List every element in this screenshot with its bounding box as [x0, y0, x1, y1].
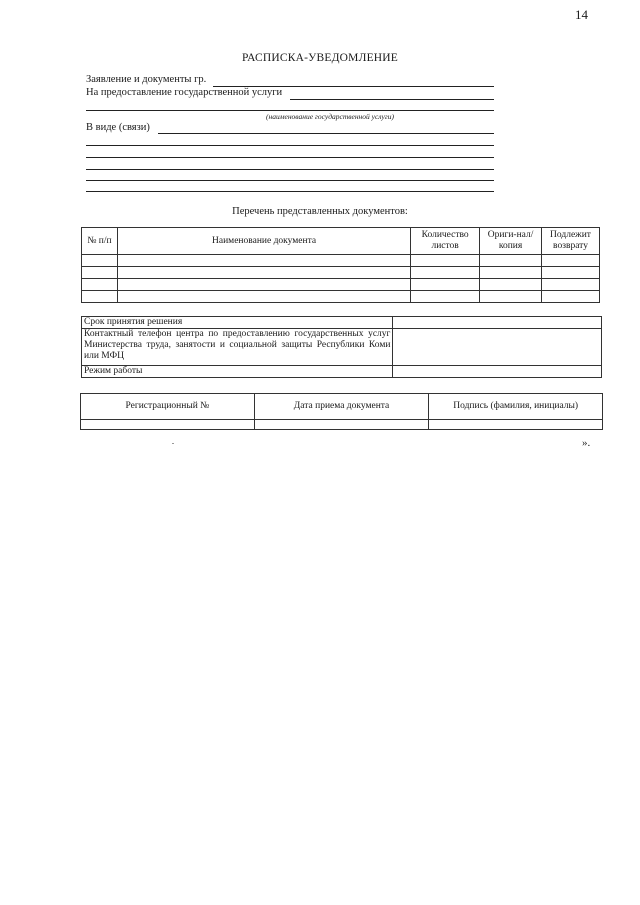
table-cell[interactable]	[82, 291, 118, 303]
work-schedule-value[interactable]	[393, 366, 602, 378]
table-row	[82, 291, 600, 303]
table-cell[interactable]	[542, 291, 600, 303]
table-row	[82, 267, 600, 279]
work-schedule-label: Режим работы	[82, 366, 393, 378]
table-cell[interactable]	[542, 255, 600, 267]
blank-line-4[interactable]	[86, 180, 494, 181]
blank-line-2[interactable]	[86, 157, 494, 158]
table-cell[interactable]	[480, 291, 542, 303]
table-row	[82, 255, 600, 267]
registration-table	[80, 393, 603, 430]
table-cell[interactable]	[411, 279, 480, 291]
table-cell[interactable]	[480, 279, 542, 291]
col-original-copy: Ориги-нал/копия	[480, 228, 542, 255]
registration-number-cell[interactable]	[81, 420, 255, 430]
col-number: № п/п	[82, 228, 118, 255]
contact-phone-value[interactable]	[393, 329, 602, 366]
table-cell[interactable]	[117, 267, 410, 279]
service-line[interactable]	[290, 99, 494, 100]
table-cell[interactable]	[542, 267, 600, 279]
signature-cell[interactable]	[429, 420, 603, 430]
page-number: 14	[575, 7, 588, 22]
service-caption: (наименование государственной услуги)	[266, 112, 394, 121]
blank-line-3[interactable]	[86, 169, 494, 170]
col-sheets: Количество листов	[411, 228, 480, 255]
table-cell[interactable]	[542, 279, 600, 291]
table-cell[interactable]	[411, 291, 480, 303]
table-cell[interactable]	[117, 255, 410, 267]
blank-line-1[interactable]	[86, 145, 494, 146]
contact-phone-label: Контактный телефон центра по предоставлению государственных услуг Министерства труда, занятости и социальной защиты Республики Коми или МФЦ	[82, 329, 393, 366]
col-doc-name: Наименование документа	[117, 228, 410, 255]
info-table	[81, 316, 602, 378]
table-cell[interactable]	[82, 255, 118, 267]
table-cell[interactable]	[82, 279, 118, 291]
document-title: РАСПИСКА-УВЕДОМЛЕНИЕ	[241, 52, 399, 64]
decision-term-label: Срок принятия решения	[82, 317, 393, 329]
service-line-2[interactable]	[86, 110, 494, 111]
service-label: На предоставление государственной услуги	[86, 87, 283, 98]
closing-quote: ».	[582, 437, 591, 449]
table-row	[82, 279, 600, 291]
col-return: Подлежит возврату	[542, 228, 600, 255]
table-cell[interactable]	[480, 267, 542, 279]
form-label: В виде (связи)	[86, 122, 150, 133]
decision-term-value[interactable]	[393, 317, 602, 329]
documents-heading: Перечень представленных документов:	[232, 206, 408, 217]
blank-line-5[interactable]	[86, 191, 494, 192]
documents-table	[81, 227, 600, 303]
col-signature: Подпись (фамилия, инициалы)	[429, 394, 603, 420]
table-cell[interactable]	[411, 255, 480, 267]
table-cell[interactable]	[480, 255, 542, 267]
receipt-date-cell[interactable]	[254, 420, 429, 430]
table-cell[interactable]	[117, 291, 410, 303]
form-line[interactable]	[158, 133, 494, 134]
table-row	[81, 420, 603, 430]
col-receipt-date: Дата приема документа	[254, 394, 429, 420]
table-cell[interactable]	[117, 279, 410, 291]
table-cell[interactable]	[411, 267, 480, 279]
scan-speck	[172, 443, 174, 444]
col-registration-number: Регистрационный №	[81, 394, 255, 420]
table-cell[interactable]	[82, 267, 118, 279]
applicant-label: Заявление и документы гр.	[86, 74, 207, 85]
